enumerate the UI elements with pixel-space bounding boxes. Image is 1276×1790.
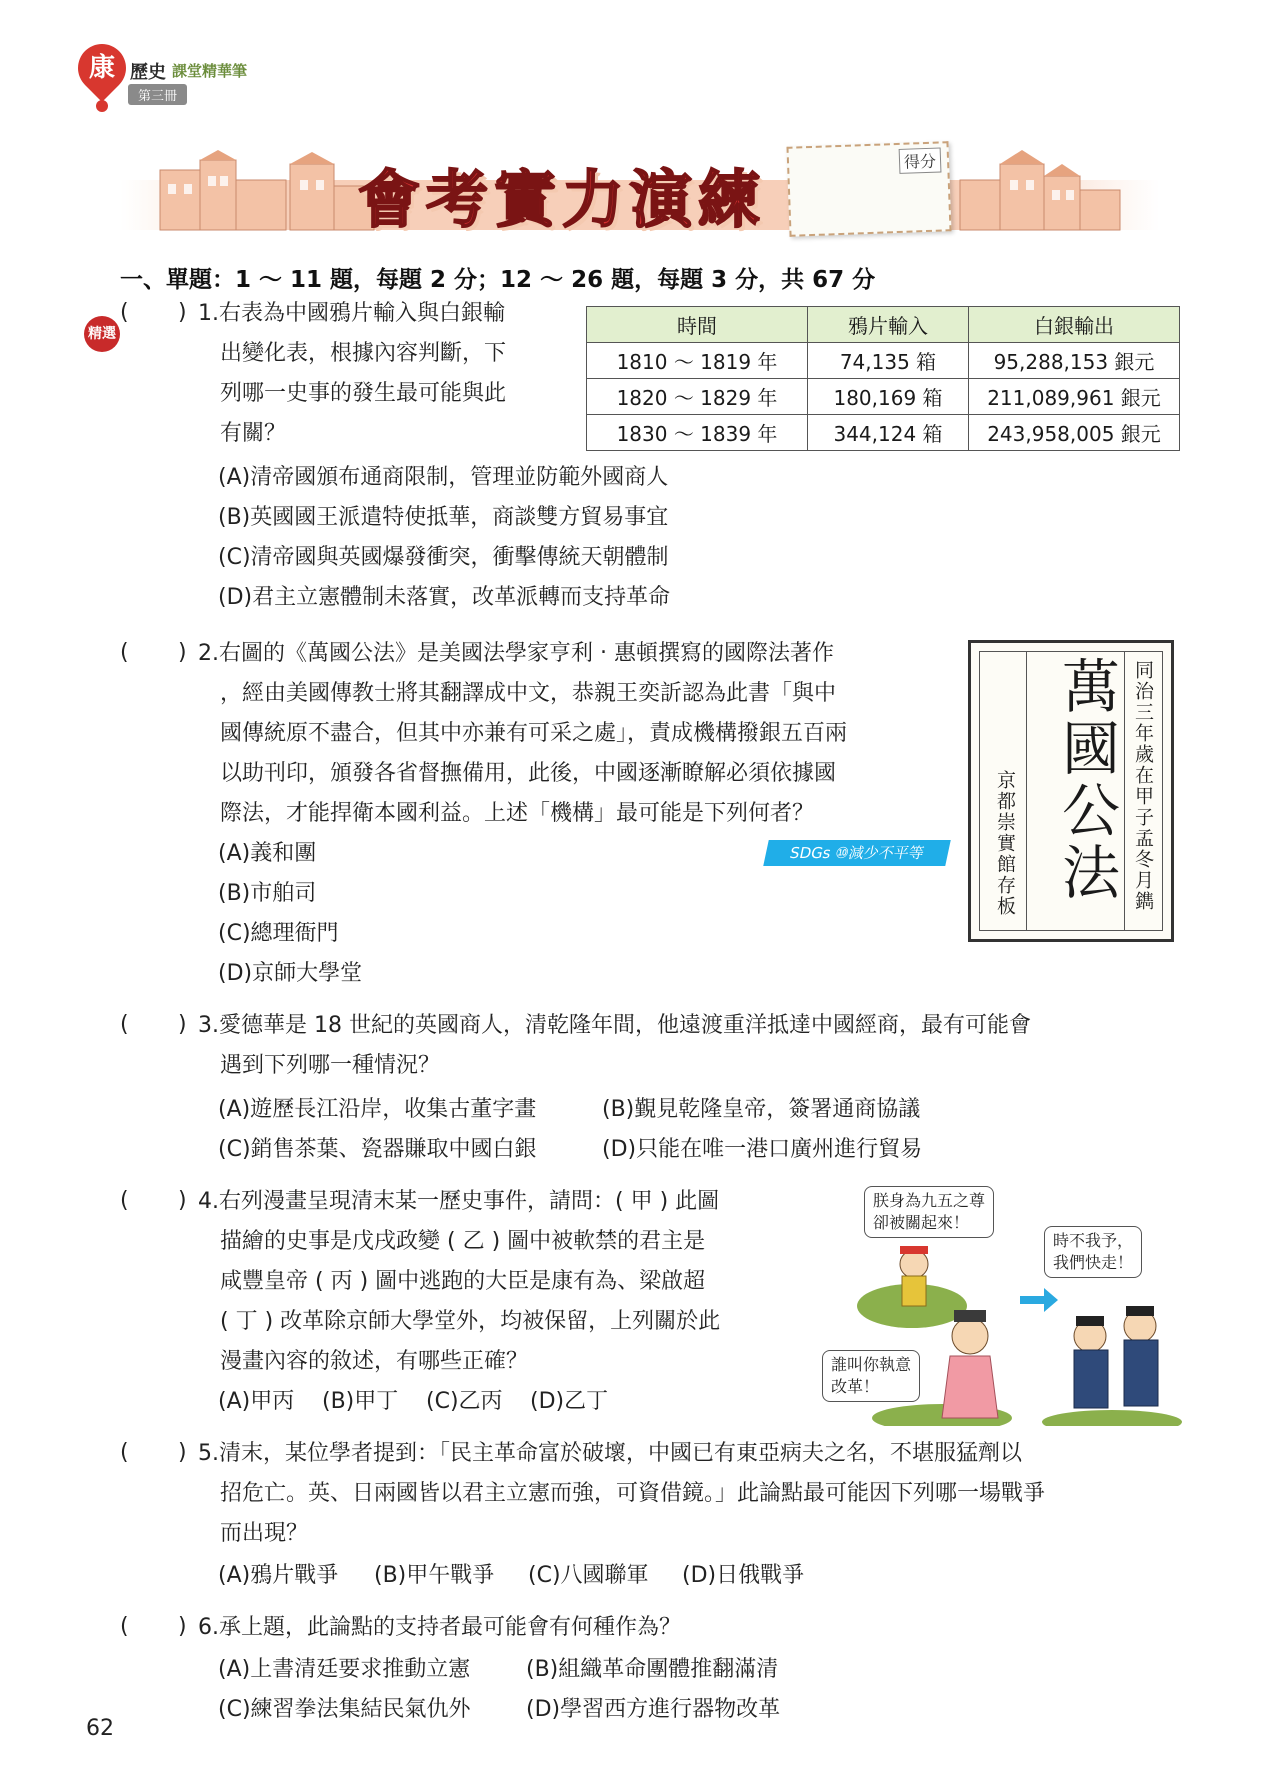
bubble-line: 改革！ <box>831 1377 880 1396</box>
table-header: 時間 <box>587 307 808 343</box>
table-row <box>587 415 1180 451</box>
option-5b[interactable]: (B)甲午戰爭 <box>374 1563 495 1588</box>
question-line: 國傳統原不盡合，但其中亦兼有可采之處」，責成機構撥銀五百兩 <box>220 721 848 746</box>
option-4c[interactable]: (C)乙丙 <box>426 1389 503 1414</box>
comic-illustration <box>822 1186 1182 1426</box>
question-6 <box>198 1608 1098 1648</box>
answer-blank-close-3: ) <box>178 1012 187 1037</box>
option-1c[interactable]: (C)清帝國與英國爆發衝突，衝擊傳統天朝體制 <box>218 545 669 570</box>
option-2c[interactable]: (C)總理衙門 <box>218 921 339 946</box>
featured-badge: 精選 <box>84 316 120 352</box>
answer-blank-close-6: ) <box>178 1614 187 1639</box>
table-cell: 243,958,005 銀元 <box>969 415 1180 451</box>
section-heading: 一、單題：1 ～ 11 題，每題 2 分；12 ～ 26 題，每題 3 分，共 67 分 <box>120 267 876 293</box>
answer-blank-open-4[interactable]: ( <box>120 1188 129 1213</box>
answer-blank-close-1: ) <box>178 300 187 325</box>
option-2d[interactable]: (D)京師大學堂 <box>218 961 363 986</box>
question-line: 咸豐皇帝 ( 丙 ) 圖中逃跑的大臣是康有為、梁啟超 <box>220 1269 706 1294</box>
speech-bubble-emperor <box>864 1186 994 1238</box>
question-4 <box>198 1182 818 1382</box>
book-volume: 第三冊 <box>128 84 187 105</box>
answer-blank-open-3[interactable]: ( <box>120 1012 129 1037</box>
answer-blank-open-6[interactable]: ( <box>120 1614 129 1639</box>
question-line: 以助刊印，頒發各省督撫備用，此後，中國逐漸瞭解必須依據國 <box>220 761 837 786</box>
option-1a[interactable]: (A)清帝國頒布通商限制，管理並防範外國商人 <box>218 465 669 490</box>
table-header: 白銀輸出 <box>969 307 1180 343</box>
question-line: 遇到下列哪一種情況？ <box>220 1053 441 1078</box>
question-number: 2. <box>198 641 219 666</box>
option-3c[interactable]: (C)銷售茶葉、瓷器賺取中國白銀 <box>218 1137 537 1162</box>
answer-blank-close-5: ) <box>178 1440 187 1465</box>
option-6a[interactable]: (A)上書清廷要求推動立憲 <box>218 1657 471 1682</box>
question-2 <box>198 634 958 834</box>
speech-bubble-ministers <box>1044 1226 1142 1278</box>
question-line: 承上題，此論點的支持者最可能會有何種作為？ <box>219 1615 682 1640</box>
book-subject: 歷史 <box>130 62 166 83</box>
speech-bubble-dowager <box>822 1350 920 1402</box>
question-line: 列哪一史事的發生最可能與此 <box>220 381 507 406</box>
table-cell: 74,135 箱 <box>808 343 969 379</box>
question-line: ( 丁 ) 改革除京師大學堂外，均被保留，上列關於此 <box>220 1309 721 1334</box>
question-line: 右表為中國鴉片輸入與白銀輸 <box>219 301 506 326</box>
answer-blank-open-1[interactable]: ( <box>120 300 129 325</box>
bubble-line: 朕身為九五之尊 <box>873 1191 986 1210</box>
opium-silver-table <box>586 306 1180 451</box>
table-row <box>587 343 1180 379</box>
table-cell: 95,288,153 銀元 <box>969 343 1180 379</box>
option-6c[interactable]: (C)練習拳法集結民氣仇外 <box>218 1697 471 1722</box>
table-cell: 180,169 箱 <box>808 379 969 415</box>
question-5 <box>198 1434 1198 1554</box>
question-line: 際法，才能捍衛本國利益。上述「機構」最可能是下列何者？ <box>220 801 815 826</box>
option-6b[interactable]: (B)組織革命團體推翻滿清 <box>526 1657 779 1682</box>
option-2a[interactable]: (A)義和團 <box>218 841 317 866</box>
question-line: 愛德華是 18 世紀的英國商人，清乾隆年間，他遠渡重洋抵達中國經商，最有可能會 <box>219 1013 1031 1038</box>
score-box[interactable] <box>786 141 951 237</box>
cover-date-text: 同治三年歲在甲子孟冬月鐫 <box>1132 660 1154 912</box>
question-number: 4. <box>198 1189 219 1214</box>
logo-tail-icon <box>96 100 108 112</box>
option-4b[interactable]: (B)甲丁 <box>322 1389 399 1414</box>
question-line: 描繪的史事是戊戌政變 ( 乙 ) 圖中被軟禁的君主是 <box>220 1229 706 1254</box>
answer-blank-open-5[interactable]: ( <box>120 1440 129 1465</box>
question-1 <box>198 294 578 454</box>
logo-char: 康 <box>88 53 115 83</box>
option-2b[interactable]: (B)市舶司 <box>218 881 317 906</box>
table-cell: 211,089,961 銀元 <box>969 379 1180 415</box>
bubble-line: 誰叫你執意 <box>831 1355 912 1374</box>
page-number: 62 <box>86 1716 114 1741</box>
question-number: 5. <box>198 1441 219 1466</box>
question-line: 右列漫畫呈現清末某一歷史事件，請問：( 甲 ) 此圖 <box>219 1189 720 1214</box>
score-label: 得分 <box>899 147 942 173</box>
book-series: 課堂精華筆 <box>172 62 248 80</box>
cover-frame <box>979 651 1163 931</box>
cover-divider <box>1026 652 1027 930</box>
question-number: 1. <box>198 301 219 326</box>
option-4d[interactable]: (D)乙丁 <box>530 1389 609 1414</box>
question-line: ，經由美國傳教士將其翻譯成中文，恭親王奕訢認為此書「與中 <box>220 681 837 706</box>
question-line: 漫畫內容的敘述，有哪些正確？ <box>220 1349 529 1374</box>
option-3d[interactable]: (D)只能在唯一港口廣州進行貿易 <box>602 1137 923 1162</box>
option-5d[interactable]: (D)日俄戰爭 <box>682 1563 805 1588</box>
option-3b[interactable]: (B)覲見乾隆皇帝，簽署通商協議 <box>602 1097 921 1122</box>
question-line: 而出現？ <box>220 1521 309 1546</box>
option-5c[interactable]: (C)八國聯軍 <box>528 1563 649 1588</box>
cover-title: 萬國公法 <box>1052 656 1120 904</box>
table-cell: 1820 ～ 1829 年 <box>587 379 808 415</box>
table-cell: 1830 ～ 1839 年 <box>587 415 808 451</box>
question-3 <box>198 1006 1188 1086</box>
question-line: 有關？ <box>220 421 287 446</box>
option-4a[interactable]: (A)甲丙 <box>218 1389 295 1414</box>
option-1b[interactable]: (B)英國國王派遣特使抵華，商談雙方貿易事宜 <box>218 505 669 530</box>
question-number: 3. <box>198 1013 219 1038</box>
page-title: 會考實力演練 <box>358 163 767 236</box>
answer-blank-close-4: ) <box>178 1188 187 1213</box>
question-line: 清末，某位學者提到：「民主革命富於破壞，中國已有東亞病夫之名，不堪服猛劑以 <box>219 1441 1023 1466</box>
cover-publisher-text: 京都崇實館存板 <box>994 770 1016 917</box>
table-cell: 1810 ～ 1819 年 <box>587 343 808 379</box>
sdg-tag: SDGs ⑩減少不平等 <box>763 840 951 866</box>
option-1d[interactable]: (D)君主立憲體制未落實，改革派轉而支持革命 <box>218 585 671 610</box>
table-cell: 344,124 箱 <box>808 415 969 451</box>
table-header: 鴉片輸入 <box>808 307 969 343</box>
question-line: 招危亡。英、日兩國皆以君主立憲而強，可資借鏡。」此論點最可能因下列哪一場戰爭 <box>220 1481 1046 1506</box>
option-3a[interactable]: (A)遊歷長江沿岸，收集古董字畫 <box>218 1097 537 1122</box>
bubble-line: 我們快走！ <box>1053 1253 1134 1272</box>
question-line: 右圖的《萬國公法》是美國法學家亨利 ‧ 惠頓撰寫的國際法著作 <box>219 641 834 666</box>
bubble-line: 卻被關起來！ <box>873 1213 970 1232</box>
question-number: 6. <box>198 1615 219 1640</box>
bubble-line: 時不我予， <box>1053 1231 1134 1250</box>
option-5a[interactable]: (A)鴉片戰爭 <box>218 1563 339 1588</box>
wanguo-gongfa-cover-image <box>968 640 1174 942</box>
question-line: 出變化表，根據內容判斷，下 <box>220 341 507 366</box>
answer-blank-open-2[interactable]: ( <box>120 640 129 665</box>
table-row <box>587 379 1180 415</box>
answer-blank-close-2: ) <box>178 640 187 665</box>
option-6d[interactable]: (D)學習西方進行器物改革 <box>526 1697 781 1722</box>
